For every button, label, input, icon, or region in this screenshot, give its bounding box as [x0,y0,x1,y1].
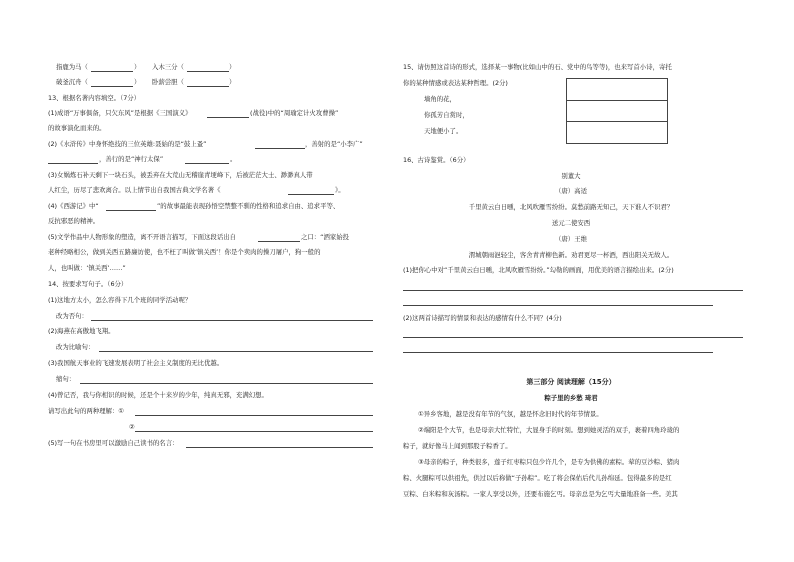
q14-3-label: 缩句： [56,375,76,383]
q16-1-text: (1)把你心中对“千里黄云白日曛，北风吹雁雪纷纷。”勾勒的画面，用优美的语言描绘出来。(2分) [403,266,674,274]
poem2-text: 渭城朝雨浥轻尘，客舍青青柳色新。劝君更尽一杯酒，西出阳关无故人。 [468,251,674,259]
q13-4-blank[interactable] [106,210,156,211]
q13-2-text: (2)《水浒传》中身怀绝技的三位英雄:聂始的是“鼓上蚤” [48,140,207,148]
q14-3-text: (3)我国航天事业的飞速发展表明了社会主义制度的无比优越。 [48,359,224,367]
idiom-4: 卧薪尝胆（ [152,78,184,86]
idiom-1-close: ） [134,63,141,71]
q16-title: 16、古诗鉴赏。（6分） [403,156,470,164]
q13-1-text: (1)成语“万事俱备，只欠东风”是根据《三国演义》 [48,109,192,117]
section-3-title: 第三部分 阅读理解（15分） [526,378,616,386]
q13-2-blank-1[interactable] [255,148,305,149]
poem-line-3: 天地便小了。 [424,127,463,135]
q14-1-label: 改为否句： [56,312,88,320]
q14-4-answer-line-1[interactable] [135,415,373,416]
paragraph-2-cont: 粽子，就好像马上闻到那股子粽香了。 [403,442,512,450]
q13-5-text-b: 之口：“洒家始投 [301,233,350,241]
q13-2-text-d: 。 [230,155,237,163]
q14-title: 14、按要求写句子。（6分） [48,280,128,288]
idiom-1-blank[interactable] [91,71,133,72]
q13-title: 13、根据名著内容填空。（7分） [48,94,141,102]
q13-2-text-b: ，善射的是“小李广” [305,140,363,148]
paragraph-3: ③母亲的粽子，种类很多，莲子红枣粽只包少许几个，是专为供佛的素粽。荤的豆沙粽、猪肉 [418,458,680,466]
idiom-1: 指鹿为马（ [56,63,88,71]
idiom-2-blank[interactable] [187,71,229,72]
q14-4-answer-line-2[interactable] [135,431,373,432]
q15-answer-box[interactable] [566,78,668,144]
paragraph-3-cont-2: 豆粽、白米粽和灰汤粽。一家人享受以外，还要布施乞丐。母亲总是为乞丐大量地准备一些。美其 [403,490,678,498]
poem1-author: （唐）高适 [555,187,587,195]
q14-5-answer-line[interactable] [186,447,373,448]
idiom-2: 入木三分（ [152,63,184,71]
q15-box-divider-2 [567,121,667,122]
poem1-text: 千里黄云白日曛，北风吹雁雪纷纷。莫愁前路无知己，天下谁人不识君？ [468,203,674,211]
q13-2-text-c: ，善行的是“神行太保” [99,155,164,163]
poem2-author: （唐）王维 [555,235,587,243]
article-title: 粽子里的乡愁 琦君 [544,394,598,402]
q13-5-text: (5)文学作品中人物形象的塑造，离不开语言描写，下面这段话出自 [48,233,236,241]
q16-1-answer-line-2[interactable] [403,305,713,306]
q13-2-blank-3[interactable] [185,163,229,164]
q14-4-label: 请写出此句的两种理解：① [48,407,125,415]
q13-4-text-b: ”的故事最能表现孙悟空禁整不驯的性格和追求自由、追求平等、 [157,202,340,210]
q13-3-text-c: 》。 [335,186,345,194]
q14-1-text: (1)这地方太小，怎么容得下几个班的同学活动呢？ [48,296,192,304]
q13-3-blank[interactable] [288,194,334,195]
q13-1-text-c: 的故事演化而来的。 [48,124,106,132]
q13-5-text-d: 人，也叫做：‘镇关西’……” [48,264,126,272]
q13-4-text-c: 反抗邪恶的精神。 [48,217,100,225]
poem-line-2: 你孤芳自赏时， [424,111,469,119]
paragraph-2: ②端阳是个大节，也是母亲大忙特忙，大显身手的时刻。想到她灵活的双手，裹着四角玲珑的 [418,426,680,434]
q14-4-label-2: ② [129,423,135,431]
idiom-2-close: ） [229,63,236,71]
poem-line-1: 墙角的花， [424,95,456,103]
q14-1-answer-line[interactable] [91,320,373,321]
q14-4-text: (4)曾记否，我与你相识的时候，还是个十来岁的少年，纯真无邪，充满幻想。 [48,391,268,399]
q14-2-text: (2)海燕在高傲地飞翔。 [48,327,115,335]
q16-2-text: (2)这两首诗描写的情景和表达的感情有什么不同？(4分) [403,314,562,322]
q14-2-answer-line[interactable] [99,351,373,352]
paragraph-3-cont-1: 粽、火腿粽可以供祖先，供过以后称做“子孙粽”。吃了将会保佑后代儿孙绵延。包得最多的是红 [403,474,672,482]
poem1-title: 别董大 [561,172,581,180]
q14-3-answer-line[interactable] [80,383,373,384]
q13-1-text-b: (战役)中的“周瑜定计火攻曹操” [250,109,339,117]
idiom-3: 破釜沉舟（ [56,78,88,86]
q15-text-b: 你的某种情感或表达某种哲理。(2分) [403,79,508,87]
q13-5-text-c: 老种经略相公，做到关西五路廉访使，也不枉了叫做‘镇关西’！你是个卖肉的操刀屠户，狗一般的 [48,248,321,256]
idiom-3-close: ） [134,78,141,86]
q13-2-blank-2[interactable] [48,163,98,164]
paragraph-1: ①异乡客地，越是没有年节的气氛，越是怀念旧时代的年节情景。 [418,410,603,418]
q16-2-answer-line-2[interactable] [403,352,713,353]
q13-1-blank[interactable] [207,117,249,118]
poem2-title: 送元二使安西 [551,219,591,227]
q16-1-answer-line-1[interactable] [403,290,743,291]
q16-2-answer-line-1[interactable] [403,337,743,338]
q13-5-blank[interactable] [258,241,300,242]
idiom-4-blank[interactable] [187,86,229,87]
q13-3-text-b: 人红尘，历尽了悲欢离合。以上情节出自我国古典文学名著《 [48,186,221,194]
idiom-4-close: ） [229,78,236,86]
q13-3-text: (3)女娲炼石补天剩下一块石头，被丢弃在大荒山无稽崖青埂峰下，后被茫茫大士、渺渺真人带 [48,171,313,179]
q14-5-text: (5)写一句在书房里可以激励自己读书的名言： [48,439,179,447]
q13-4-text: (4)《西游记》中“ [48,202,99,210]
q15-text: 15、请仿照这首诗的形式，选择某一事物(比如山中的石、党中的鸟等等)，也来写首小诗，寄托 [403,63,672,71]
q14-2-label: 改为比喻句： [56,343,95,351]
idiom-3-blank[interactable] [91,86,133,87]
q15-box-divider-1 [567,100,667,101]
